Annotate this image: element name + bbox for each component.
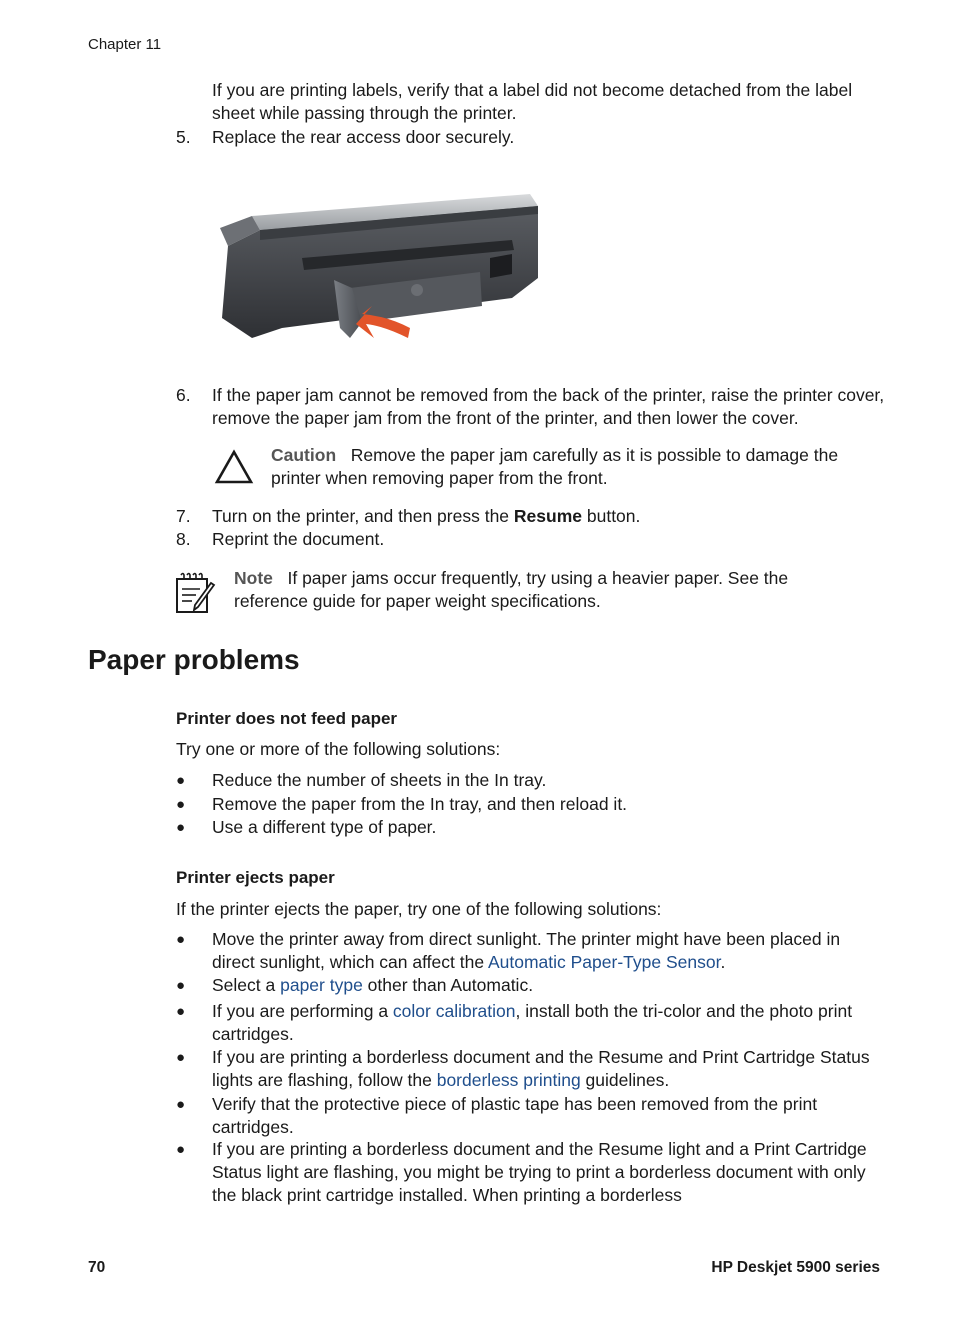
step-number: 5. bbox=[176, 127, 191, 147]
note-pad-icon bbox=[174, 571, 218, 615]
bullet-mark: ● bbox=[176, 1003, 186, 1020]
caution-block bbox=[271, 444, 871, 490]
subsection-intro: If the printer ejects the paper, try one of the following solutions: bbox=[176, 899, 662, 919]
resume-button-label: Resume bbox=[513, 506, 582, 526]
bullet-mark: ● bbox=[176, 1096, 186, 1113]
bullet-mark: ● bbox=[176, 1141, 186, 1158]
list-item: Use a different type of paper. bbox=[212, 817, 437, 837]
section-title: Paper problems bbox=[88, 644, 300, 675]
list-item-text: If you are printing a borderless document and the Resume and Print Cartridge Status lights are flashing, follow the bbox=[212, 1047, 870, 1090]
list-item: Reduce the number of sheets in the In tray. bbox=[212, 770, 547, 790]
paper-type-link[interactable]: paper type bbox=[280, 975, 363, 995]
list-item bbox=[212, 928, 880, 974]
step-text-part: button. bbox=[582, 506, 641, 526]
warning-triangle-icon bbox=[214, 449, 254, 485]
page-number: 70 bbox=[88, 1259, 106, 1276]
step-text: If the paper jam cannot be removed from the back of the printer, raise the printer cover, remove the paper jam from the front of the printer, and then lower the cover. bbox=[212, 385, 885, 428]
list-item bbox=[212, 974, 880, 997]
step-number: 8. bbox=[176, 529, 191, 549]
list-item: If you are printing a borderless document and the Resume light and a Print Cartridge Status light are flashing, you might be trying to print a borderless document with only the black print cartridge installed. When printing a borderless bbox=[212, 1139, 867, 1205]
color-calibration-link[interactable]: color calibration bbox=[392, 1001, 516, 1021]
list-item-text: other than Automatic. bbox=[362, 975, 534, 995]
bullet-mark: ● bbox=[176, 819, 186, 836]
subsection-heading: Printer does not feed paper bbox=[176, 709, 398, 728]
product-name: HP Deskjet 5900 series bbox=[711, 1259, 880, 1276]
step-number: 7. bbox=[176, 506, 191, 526]
borderless-printing-link[interactable]: borderless printing bbox=[436, 1070, 581, 1090]
list-item-text: , install both the tri-color and the photo print cartridges. bbox=[212, 1001, 853, 1044]
bullet-mark: ● bbox=[176, 796, 186, 813]
note-text: If paper jams occur frequently, try using a heavier paper. See the reference guide for paper weight specifications. bbox=[234, 568, 789, 611]
bullet-mark: ● bbox=[176, 977, 186, 994]
labels-paragraph: If you are printing labels, verify that a label did not become detached from the label sheet while passing through the printer. bbox=[212, 80, 853, 123]
step-text bbox=[212, 505, 872, 528]
step-number: 6. bbox=[176, 385, 191, 405]
list-item: Verify that the protective piece of plastic tape has been removed from the print cartridges. bbox=[212, 1094, 818, 1137]
caution-label: Caution bbox=[271, 445, 337, 465]
caution-text: Remove the paper jam carefully as it is possible to damage the printer when removing paper from the front. bbox=[271, 445, 839, 488]
note-block bbox=[234, 567, 854, 613]
list-item: Remove the paper from the In tray, and then reload it. bbox=[212, 794, 628, 814]
bullet-mark: ● bbox=[176, 1049, 186, 1066]
step-text: Replace the rear access door securely. bbox=[212, 127, 515, 147]
step-text: Reprint the document. bbox=[212, 529, 385, 549]
list-item bbox=[212, 1000, 880, 1046]
list-item bbox=[212, 1046, 880, 1092]
note-label: Note bbox=[234, 568, 273, 588]
list-item-text: . bbox=[720, 952, 726, 972]
bullet-mark: ● bbox=[176, 772, 186, 789]
step-text-part: Turn on the printer, and then press the bbox=[212, 506, 514, 526]
subsection-heading: Printer ejects paper bbox=[176, 868, 335, 887]
list-item-text: Move the printer away from direct sunlight. The printer might have been placed in direct sunlight, which can affect the bbox=[212, 929, 841, 972]
automatic-paper-type-sensor-link[interactable]: Automatic Paper-Type Sensor bbox=[487, 952, 721, 972]
subsection-intro: Try one or more of the following solutions: bbox=[176, 739, 501, 759]
list-item-text: guidelines. bbox=[580, 1070, 670, 1090]
bullet-mark: ● bbox=[176, 931, 186, 948]
list-item-text: If you are performing a bbox=[212, 1001, 393, 1021]
list-item-text: Select a bbox=[212, 975, 281, 995]
printer-rear-door-illustration bbox=[212, 188, 542, 348]
running-header: Chapter 11 bbox=[88, 36, 162, 53]
